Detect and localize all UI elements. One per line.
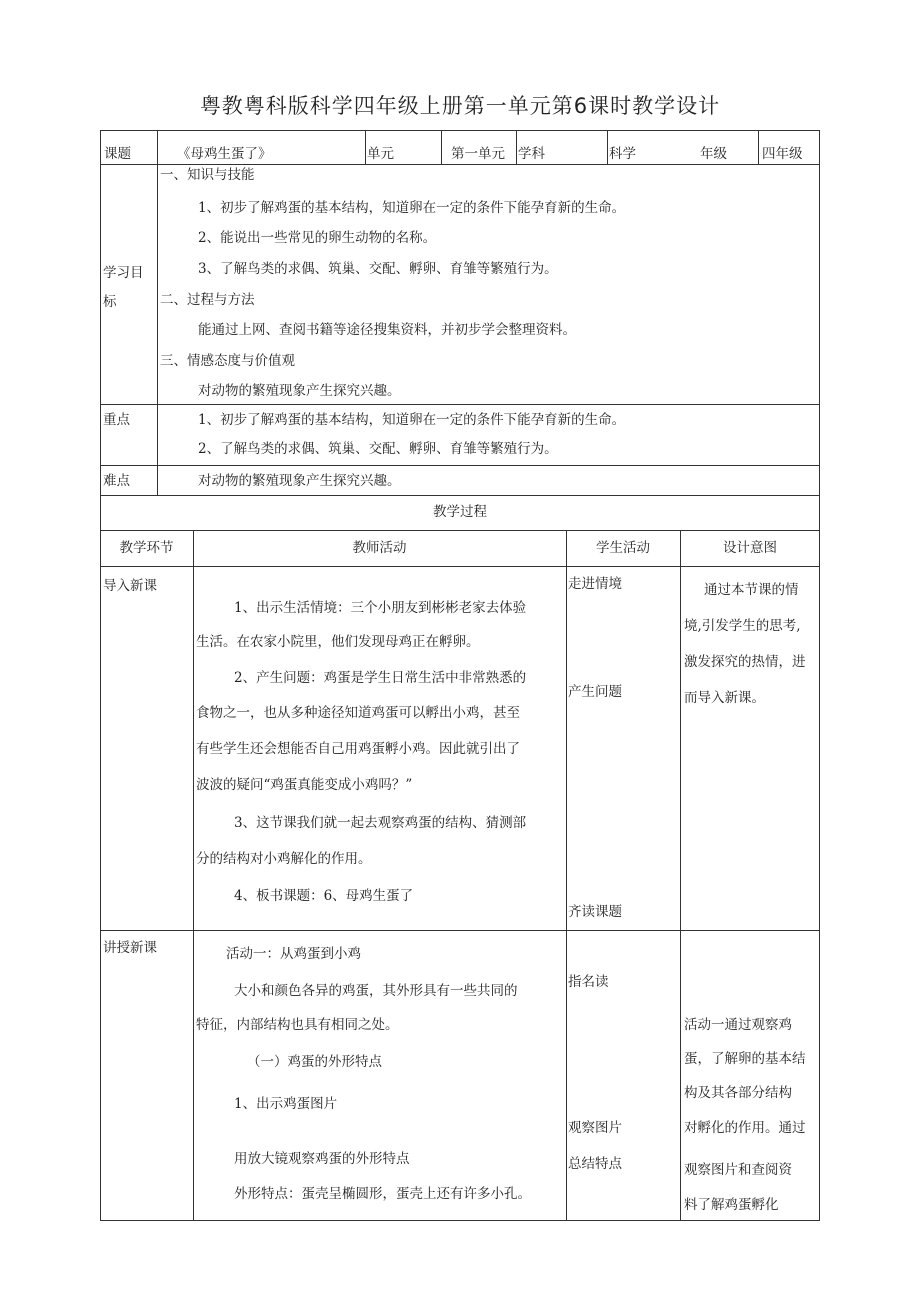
new-lesson-stage: 讲授新课 bbox=[103, 940, 157, 956]
intro-stage: 导入新课 bbox=[103, 578, 157, 594]
objective-line: 1、初步了解鸡蛋的基本结构，知道卵在一定的条件下能孕育新的生命。 bbox=[198, 200, 626, 216]
table-border-top bbox=[100, 130, 820, 131]
new-lesson-teacher-line: 特征，内部结构也具有相同之处。 bbox=[196, 1017, 399, 1033]
objective-line: 能通过上网、查阅书籍等途径搜集资料，并初步学会整理资料。 bbox=[198, 322, 576, 338]
unit-value: 第一单元 bbox=[451, 146, 505, 162]
intro-student-activity: 齐读课题 bbox=[568, 904, 622, 920]
objective-line: 2、能说出一些常见的卵生动物的名称。 bbox=[198, 230, 437, 246]
process-title: 教学过程 bbox=[433, 504, 487, 520]
intro-teacher-line: 食物之一，也从多种途径知道鸡蛋可以孵出小鸡，甚至 bbox=[196, 705, 520, 721]
difficulty-label: 难点 bbox=[103, 473, 130, 489]
intro-teacher-line: 1、出示生活情境：三个小朋友到彬彬老家去体验 bbox=[234, 600, 527, 616]
col-divider bbox=[566, 530, 567, 1221]
intro-student-activity: 走进情境 bbox=[568, 576, 622, 592]
subject-label: 学科 bbox=[518, 146, 545, 162]
col-divider bbox=[441, 130, 442, 165]
unit-label: 单元 bbox=[367, 146, 394, 162]
row-divider bbox=[100, 164, 820, 165]
intro-intent-line: 通过本节课的情 bbox=[704, 582, 799, 598]
new-lesson-teacher-line: 大小和颜色各异的鸡蛋，其外形具有一些共同的 bbox=[234, 983, 518, 999]
objectives-label: 学习目 bbox=[103, 265, 144, 281]
intro-intent-line: 激发探究的热情，进 bbox=[684, 654, 806, 670]
new-lesson-intent-line: 蛋，了解卵的基本结 bbox=[684, 1051, 806, 1067]
col-divider bbox=[516, 130, 517, 165]
new-lesson-student-activity: 观察图片 bbox=[568, 1120, 622, 1136]
new-lesson-teacher-line: 外形特点：蛋壳呈椭圆形，蛋壳上还有许多小孔。 bbox=[234, 1186, 531, 1202]
col-divider bbox=[607, 130, 608, 165]
new-lesson-student-activity: 指名读 bbox=[568, 974, 609, 990]
intro-student-activity: 产生问题 bbox=[568, 684, 622, 700]
row-divider bbox=[100, 465, 820, 466]
col-divider bbox=[365, 130, 366, 165]
column-header-intent: 设计意图 bbox=[723, 540, 777, 556]
new-lesson-teacher-line: （一）鸡蛋的外形特点 bbox=[247, 1054, 382, 1070]
intro-teacher-line: 分的结构对小鸡解化的作用。 bbox=[196, 851, 372, 867]
column-header-student: 学生活动 bbox=[596, 540, 650, 556]
row-divider bbox=[100, 530, 820, 531]
new-lesson-student-activity: 总结特点 bbox=[568, 1156, 622, 1172]
new-lesson-teacher-line: 用放大镜观察鸡蛋的外形特点 bbox=[234, 1151, 410, 1167]
table-border-bottom bbox=[100, 1220, 820, 1221]
grade-value: 四年级 bbox=[762, 146, 803, 162]
col-divider bbox=[680, 530, 681, 1221]
column-header-stage: 教学环节 bbox=[119, 540, 174, 556]
objective-line: 二、过程与方法 bbox=[160, 292, 255, 308]
objective-line: 三、情感态度与价值观 bbox=[160, 353, 295, 369]
difficulty-line: 对动物的繁殖现象产生探究兴趣。 bbox=[198, 473, 401, 489]
new-lesson-intent-line: 料了解鸡蛋孵化 bbox=[684, 1197, 779, 1213]
col-divider bbox=[157, 130, 158, 165]
intro-teacher-line: 有些学生还会想能否自己用鸡蛋孵小鸡。因此就引出了 bbox=[196, 741, 520, 757]
lesson-value: 《母鸡生蛋了》 bbox=[177, 146, 272, 162]
new-lesson-intent-line: 构及其各部分结构 bbox=[684, 1085, 792, 1101]
col-divider bbox=[758, 130, 759, 165]
column-header-teacher: 教师活动 bbox=[352, 540, 407, 556]
table-border-left bbox=[100, 130, 101, 1221]
intro-intent-line: 境,引发学生的思考, bbox=[684, 618, 801, 634]
lesson-label: 课题 bbox=[104, 146, 131, 162]
new-lesson-intent-line: 观察图片和查阅资 bbox=[684, 1162, 792, 1178]
key-point-line: 1、初步了解鸡蛋的基本结构，知道卵在一定的条件下能孕育新的生命。 bbox=[198, 412, 626, 428]
new-lesson-teacher-line: 活动一：从鸡蛋到小鸡 bbox=[226, 946, 361, 962]
objective-line: 对动物的繁殖现象产生探究兴趣。 bbox=[198, 383, 401, 399]
grade-label: 年级 bbox=[700, 146, 727, 162]
intro-intent-line: 而导入新课。 bbox=[684, 690, 765, 706]
table-border-right bbox=[819, 130, 820, 1221]
col-divider bbox=[193, 530, 194, 1221]
objectives-label: 标 bbox=[103, 294, 117, 310]
new-lesson-intent-line: 对孵化的作用。通过 bbox=[684, 1120, 806, 1136]
key-point-line: 2、了解鸟类的求偶、筑巢、交配、孵卵、育雏等繁殖行为。 bbox=[198, 441, 558, 457]
row-divider bbox=[100, 930, 820, 931]
col-divider bbox=[157, 164, 158, 496]
row-divider bbox=[100, 495, 820, 496]
subject-value: 科学 bbox=[609, 146, 636, 162]
intro-teacher-line: 生活。在农家小院里，他们发现母鸡正在孵卵。 bbox=[196, 634, 480, 650]
intro-teacher-line: 波波的疑问“鸡蛋真能变成小鸡吗？” bbox=[196, 777, 413, 793]
new-lesson-teacher-line: 1、出示鸡蛋图片 bbox=[234, 1096, 338, 1112]
objective-line: 3、了解鸟类的求偶、筑巢、交配、孵卵、育雏等繁殖行为。 bbox=[198, 261, 558, 277]
row-divider bbox=[100, 404, 820, 405]
objective-line: 一、知识与技能 bbox=[160, 167, 255, 183]
key-points-label: 重点 bbox=[103, 412, 130, 428]
intro-teacher-line: 4、板书课题：6、母鸡生蛋了 bbox=[234, 888, 414, 904]
intro-teacher-line: 3、这节课我们就一起去观察鸡蛋的结构、猜测部 bbox=[234, 815, 527, 831]
page-title: 粤教粤科版科学四年级上册第一单元第6课时教学设计 bbox=[199, 94, 721, 118]
intro-teacher-line: 2、产生问题：鸡蛋是学生日常生活中非常熟悉的 bbox=[234, 670, 527, 686]
new-lesson-intent-line: 活动一通过观察鸡 bbox=[684, 1017, 792, 1033]
row-divider bbox=[100, 566, 820, 567]
